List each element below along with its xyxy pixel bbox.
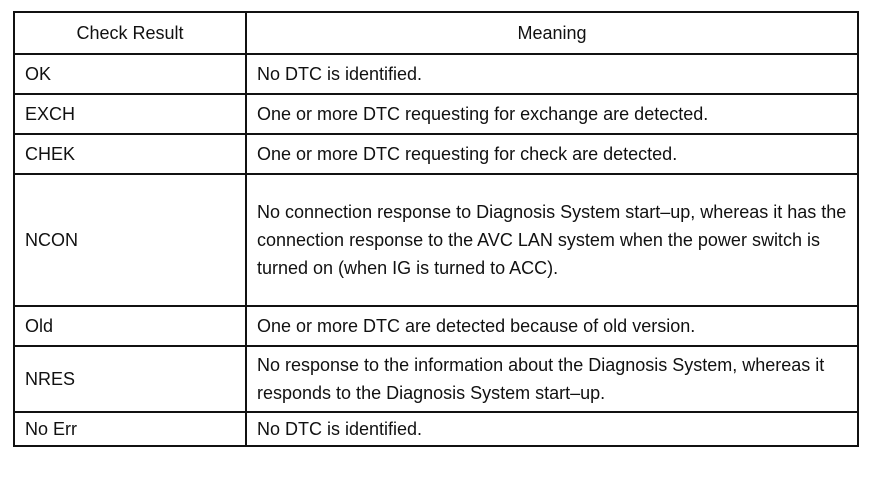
- meaning-cell: No DTC is identified.: [246, 412, 858, 446]
- meaning-cell: One or more DTC are detected because of old version.: [246, 306, 858, 346]
- table-row: [14, 94, 858, 134]
- table-row: [14, 54, 858, 94]
- check-result-cell: EXCH: [14, 94, 246, 134]
- check-result-cell: No Err: [14, 412, 246, 446]
- check-result-cell: NRES: [14, 346, 246, 412]
- table-header-row: [14, 12, 858, 54]
- meaning-cell: One or more DTC requesting for check are detected.: [246, 134, 858, 174]
- meaning-cell: No connection response to Diagnosis System start–up, whereas it has the connection response to the AVC LAN system when the power switch is turned on (when IG is turned to ACC).: [246, 174, 858, 306]
- table-row: [14, 306, 858, 346]
- check-result-cell: Old: [14, 306, 246, 346]
- check-result-cell: CHEK: [14, 134, 246, 174]
- meaning-cell: No DTC is identified.: [246, 54, 858, 94]
- column-header-check-result: Check Result: [14, 12, 246, 54]
- meaning-cell: No response to the information about the Diagnosis System, whereas it responds to the Diagnosis System start–up.: [246, 346, 858, 412]
- meaning-cell: One or more DTC requesting for exchange are detected.: [246, 94, 858, 134]
- column-header-meaning: Meaning: [246, 12, 858, 54]
- check-result-cell: NCON: [14, 174, 246, 306]
- check-result-cell: OK: [14, 54, 246, 94]
- table-row: [14, 346, 858, 412]
- table-row: [14, 134, 858, 174]
- check-result-table-container: [13, 11, 857, 447]
- table-row: [14, 174, 858, 306]
- table-row: [14, 412, 858, 446]
- check-result-table: [13, 11, 859, 447]
